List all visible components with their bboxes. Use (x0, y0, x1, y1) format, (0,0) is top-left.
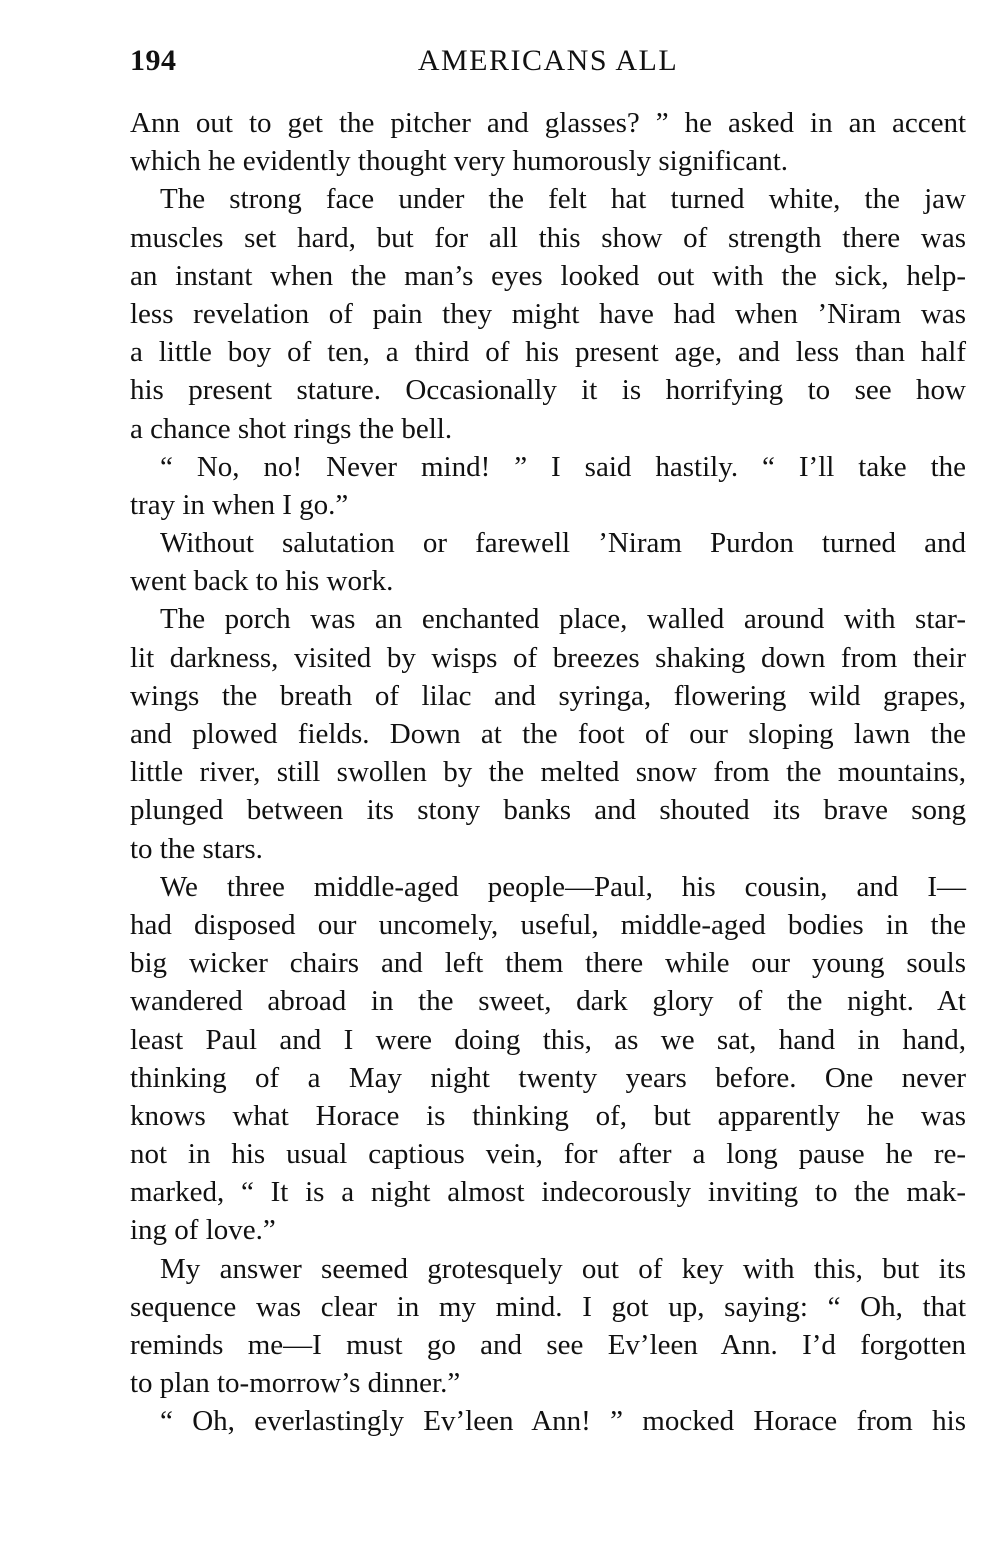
page-header (130, 44, 966, 88)
text-line: “ Oh, everlastingly Ev’leen Ann! ” mocked Horace from his (160, 1405, 966, 1438)
text-line: a little boy of ten, a third of his present age, and less than half (130, 336, 966, 369)
text-line: knows what Horace is thinking of, but apparently he was (130, 1099, 966, 1132)
text-line: to the stars. (130, 832, 263, 865)
text-line: thinking of a May night twenty years before. One never (130, 1061, 966, 1094)
text-line: The porch was an enchanted place, walled around with star- (160, 603, 966, 636)
text-line: tray in when I go.” (130, 488, 349, 521)
page-number: 194 (130, 44, 177, 77)
running-title: AMERICANS ALL (417, 44, 679, 77)
text-line: to plan to-morrow’s dinner.” (130, 1367, 461, 1400)
text-line: and plowed fields. Down at the foot of our sloping lawn the (130, 718, 966, 750)
text-line: plunged between its stony banks and shouted its brave song (130, 794, 966, 827)
text-line: ing of love.” (130, 1214, 276, 1247)
text-line: an instant when the man’s eyes looked out with the sick, help- (130, 259, 966, 292)
text-line: wings the breath of lilac and syringa, flowering wild grapes, (130, 679, 966, 712)
text-line: sequence was clear in my mind. I got up, saying: “ Oh, that (130, 1290, 966, 1323)
text-line: My answer seemed grotesquely out of key with this, but its (160, 1252, 966, 1285)
text-line: lit darkness, visited by wisps of breezes shaking down from their (130, 641, 966, 674)
text-line: “ No, no! Never mind! ” I said hastily. “ I’ll take the (160, 450, 966, 483)
text-line: We three middle-aged people—Paul, his cousin, and I— (160, 870, 966, 903)
text-line: reminds me—I must go and see Ev’leen Ann. I’d forgotten (130, 1329, 966, 1361)
text-line: went back to his work. (130, 565, 394, 598)
text-line: which he evidently thought very humorously significant. (130, 145, 789, 178)
text-line: had disposed our uncomely, useful, middle-aged bodies in the (130, 908, 966, 941)
text-line: a chance shot rings the bell. (130, 412, 453, 445)
body-text (130, 104, 966, 1441)
text-line: not in his usual captious vein, for after a long pause he re- (130, 1138, 966, 1171)
text-line: muscles set hard, but for all this show of strength there was (130, 221, 966, 254)
text-line: big wicker chairs and left them there while our young souls (130, 947, 966, 980)
text-line: wandered abroad in the sweet, dark glory of the night. At (130, 985, 966, 1018)
text-line: less revelation of pain they might have had when ’Niram was (130, 297, 966, 330)
text-line: The strong face under the felt hat turned white, the jaw (160, 183, 966, 216)
text-line: marked, “ It is a night almost indecorously inviting to the mak- (130, 1176, 966, 1209)
text-line: least Paul and I were doing this, as we sat, hand in hand, (130, 1023, 966, 1056)
text-line: Without salutation or farewell ’Niram Purdon turned and (160, 527, 966, 560)
text-line: his present stature. Occasionally it is horrifying to see how (130, 374, 966, 407)
text-line: Ann out to get the pitcher and glasses? ” he asked in an accent (130, 107, 966, 139)
text-line: little river, still swollen by the melted snow from the mountains, (130, 756, 966, 789)
